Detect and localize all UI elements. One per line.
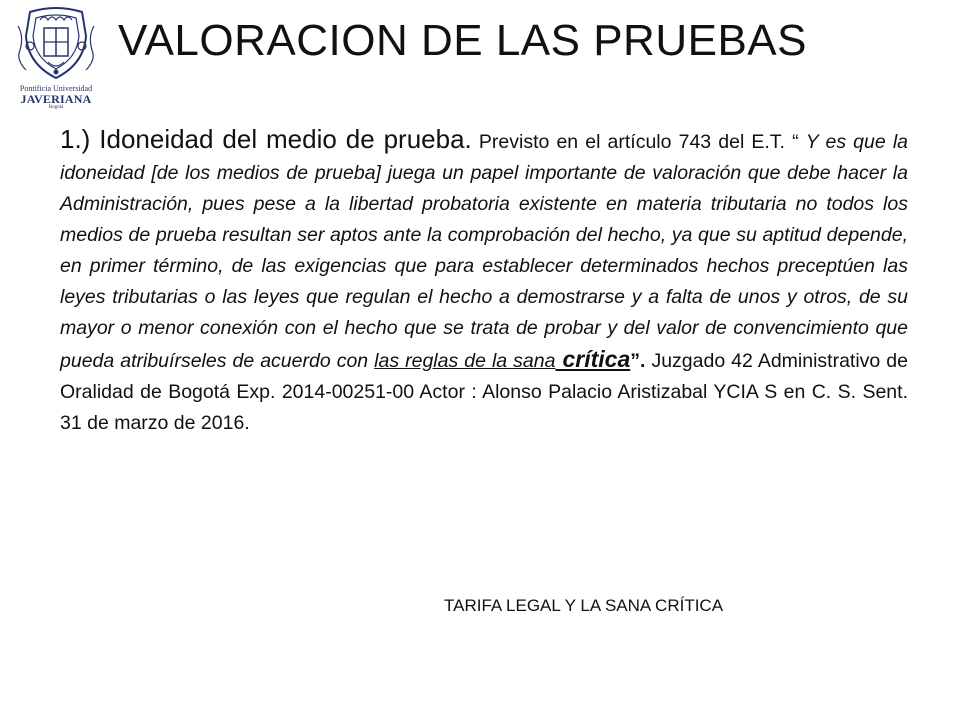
- body-critica: crítica: [555, 346, 631, 372]
- slide-title: VALORACION DE LAS PRUEBAS: [118, 16, 807, 65]
- body-lead: 1.) Idoneidad del medio de prueba.: [60, 124, 472, 154]
- logo-line-1: Pontificia Universidad: [19, 84, 93, 93]
- footer-caption: TARIFA LEGAL Y LA SANA CRÍTICA: [444, 596, 724, 615]
- body-sana: las reglas de la sana: [374, 350, 556, 372]
- slide-body: [60, 124, 908, 439]
- body-citation: Juzgado 42 Administrativo de Oralidad de Bogotá Exp. 2014-00251-00 Actor : Alonso Palacio Aristizabal YCIA S en C. S. Sent. 31 de marzo de 2016.: [60, 350, 908, 434]
- body-intro: Previsto en el artículo 743 del E.T. “: [471, 131, 806, 153]
- logo-line-3: Bogotá: [48, 105, 64, 110]
- logo-line-2: JAVERIANA: [20, 92, 92, 106]
- university-logo: [10, 6, 102, 110]
- body-close-quote: ”.: [630, 350, 652, 372]
- javeriana-shield-icon: [10, 6, 102, 86]
- body-quote: Y es que la idoneidad [de los medios de prueba] juega un papel importante de valoración que debe hacer la Administración, pues pese a la libertad probatoria existente en materia tributaria no todos los medios de prueba resultan ser aptos ante la comprobación del hecho, ya que su aptitud depende, en primer término, de las exigencias que para establecer determinados hechos preceptúen las leyes tributarias o las leyes que regulan el hecho a demostrarse y a falta de unos y otros, de su mayor o menor conexión con el hecho que se trata de probar y del valor de convencimiento que pueda atribuírseles de acuerdo con: [60, 131, 909, 372]
